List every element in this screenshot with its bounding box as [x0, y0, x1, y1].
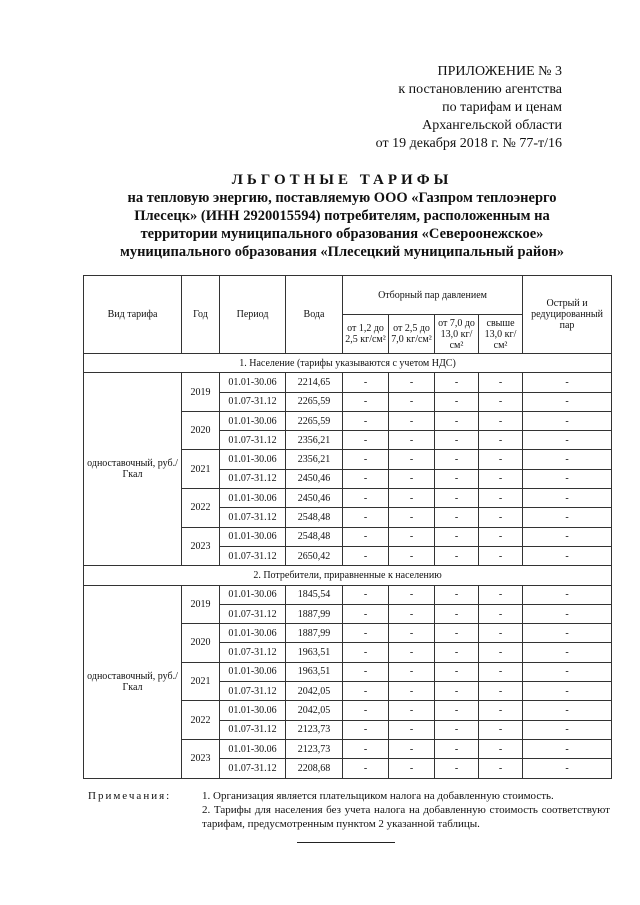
section-row — [84, 354, 612, 373]
empty-value-cell: - — [523, 662, 612, 681]
empty-value-cell: - — [435, 450, 479, 469]
empty-value-cell: - — [523, 450, 612, 469]
empty-value-cell: - — [479, 508, 523, 527]
notes-list — [202, 789, 610, 831]
empty-value-cell: - — [479, 527, 523, 546]
empty-value-cell: - — [479, 682, 523, 701]
note-item: 1. Организация является плательщиком налога на добавленную стоимость. — [202, 790, 554, 802]
empty-value-cell: - — [343, 373, 389, 392]
header-year: Год — [182, 276, 220, 354]
period-cell: 01.01-30.06 — [220, 411, 286, 430]
empty-value-cell: - — [389, 469, 435, 488]
water-value-cell: 2265,59 — [286, 392, 343, 411]
header-steam-1: от 1,2 до 2,5 кг/см² — [343, 315, 389, 354]
empty-value-cell: - — [435, 604, 479, 623]
empty-value-cell: - — [523, 508, 612, 527]
empty-value-cell: - — [343, 624, 389, 643]
water-value-cell: 2450,46 — [286, 469, 343, 488]
empty-value-cell: - — [523, 469, 612, 488]
empty-value-cell: - — [479, 411, 523, 430]
period-cell: 01.01-30.06 — [220, 489, 286, 508]
empty-value-cell: - — [343, 643, 389, 662]
empty-value-cell: - — [389, 392, 435, 411]
empty-value-cell: - — [435, 411, 479, 430]
empty-value-cell: - — [343, 682, 389, 701]
empty-value-cell: - — [523, 546, 612, 565]
header-tariff-type: Вид тарифа — [84, 276, 182, 354]
year-cell: 2023 — [182, 739, 220, 778]
empty-value-cell: - — [479, 546, 523, 565]
table-row — [84, 585, 612, 604]
empty-value-cell: - — [435, 739, 479, 758]
table-body — [84, 354, 612, 779]
header-steam-group: Отборный пар давлением — [343, 276, 523, 315]
empty-value-cell: - — [389, 759, 435, 778]
empty-value-cell: - — [479, 585, 523, 604]
empty-value-cell: - — [435, 373, 479, 392]
period-cell: 01.07-31.12 — [220, 643, 286, 662]
period-cell: 01.01-30.06 — [220, 624, 286, 643]
title-line: на тепловую энергию, поставляемую ООО «Газпром теплоэнерго — [127, 190, 557, 206]
period-cell: 01.07-31.12 — [220, 431, 286, 450]
water-value-cell: 2042,05 — [286, 701, 343, 720]
empty-value-cell: - — [435, 508, 479, 527]
water-value-cell: 2042,05 — [286, 682, 343, 701]
table-row — [84, 373, 612, 392]
empty-value-cell: - — [523, 431, 612, 450]
empty-value-cell: - — [435, 527, 479, 546]
section-row — [84, 566, 612, 585]
annex-line: ПРИЛОЖЕНИЕ № 3 — [437, 64, 562, 79]
period-cell: 01.01-30.06 — [220, 701, 286, 720]
empty-value-cell: - — [343, 720, 389, 739]
year-cell: 2019 — [182, 585, 220, 624]
section-title: 1. Население (тарифы указываются с учетом НДС) — [84, 354, 612, 373]
empty-value-cell: - — [479, 701, 523, 720]
empty-value-cell: - — [343, 508, 389, 527]
document-title — [82, 171, 602, 261]
water-value-cell: 2650,42 — [286, 546, 343, 565]
empty-value-cell: - — [435, 624, 479, 643]
year-cell: 2019 — [182, 373, 220, 412]
empty-value-cell: - — [389, 739, 435, 758]
empty-value-cell: - — [523, 411, 612, 430]
annex-line: по тарифам и ценам — [442, 100, 562, 115]
empty-value-cell: - — [389, 662, 435, 681]
empty-value-cell: - — [523, 682, 612, 701]
title-line: территории муниципального образования «Североонежское» — [140, 226, 544, 242]
empty-value-cell: - — [435, 701, 479, 720]
water-value-cell: 2356,21 — [286, 450, 343, 469]
period-cell: 01.01-30.06 — [220, 450, 286, 469]
empty-value-cell: - — [479, 431, 523, 450]
notes-label: Примечания: — [88, 790, 172, 802]
empty-value-cell: - — [389, 431, 435, 450]
empty-value-cell: - — [523, 373, 612, 392]
empty-value-cell: - — [343, 527, 389, 546]
water-value-cell: 2450,46 — [286, 489, 343, 508]
empty-value-cell: - — [389, 373, 435, 392]
title-line: муниципального образования «Плесецкий муниципальный район» — [119, 244, 565, 260]
empty-value-cell: - — [435, 392, 479, 411]
year-cell: 2020 — [182, 624, 220, 663]
empty-value-cell: - — [523, 701, 612, 720]
period-cell: 01.01-30.06 — [220, 739, 286, 758]
empty-value-cell: - — [479, 604, 523, 623]
header-water: Вода — [286, 276, 343, 354]
section-title: 2. Потребители, приравненные к населению — [84, 566, 612, 585]
empty-value-cell: - — [435, 662, 479, 681]
empty-value-cell: - — [435, 546, 479, 565]
tariff-type-cell: одноставочный, руб./Гкал — [84, 585, 182, 778]
empty-value-cell: - — [523, 759, 612, 778]
note-item: 2. Тарифы для населения без учета налога на добавленную стоимость соответствуют тарифам, предусмотренным пунктом 2 указанной таблицы. — [202, 804, 610, 830]
water-value-cell: 1845,54 — [286, 585, 343, 604]
header-steam-2: от 2,5 до 7,0 кг/см² — [389, 315, 435, 354]
period-cell: 01.01-30.06 — [220, 373, 286, 392]
empty-value-cell: - — [389, 701, 435, 720]
empty-value-cell: - — [343, 604, 389, 623]
period-cell: 01.01-30.06 — [220, 585, 286, 604]
empty-value-cell: - — [479, 392, 523, 411]
period-cell: 01.07-31.12 — [220, 682, 286, 701]
empty-value-cell: - — [343, 585, 389, 604]
empty-value-cell: - — [435, 431, 479, 450]
water-value-cell: 2548,48 — [286, 527, 343, 546]
empty-value-cell: - — [435, 585, 479, 604]
empty-value-cell: - — [343, 701, 389, 720]
empty-value-cell: - — [523, 392, 612, 411]
table-header — [84, 276, 612, 354]
empty-value-cell: - — [435, 489, 479, 508]
empty-value-cell: - — [479, 643, 523, 662]
empty-value-cell: - — [479, 739, 523, 758]
empty-value-cell: - — [389, 489, 435, 508]
header-steam-4: свыше 13,0 кг/см² — [479, 315, 523, 354]
period-cell: 01.07-31.12 — [220, 508, 286, 527]
empty-value-cell: - — [389, 411, 435, 430]
period-cell: 01.07-31.12 — [220, 604, 286, 623]
period-cell: 01.07-31.12 — [220, 392, 286, 411]
header-steam-3: от 7,0 до 13,0 кг/см² — [435, 315, 479, 354]
year-cell: 2020 — [182, 411, 220, 450]
empty-value-cell: - — [435, 469, 479, 488]
empty-value-cell: - — [343, 489, 389, 508]
water-value-cell: 2123,73 — [286, 739, 343, 758]
empty-value-cell: - — [343, 392, 389, 411]
empty-value-cell: - — [523, 739, 612, 758]
empty-value-cell: - — [389, 604, 435, 623]
empty-value-cell: - — [523, 585, 612, 604]
water-value-cell: 2265,59 — [286, 411, 343, 430]
empty-value-cell: - — [343, 469, 389, 488]
empty-value-cell: - — [523, 527, 612, 546]
empty-value-cell: - — [343, 450, 389, 469]
water-value-cell: 1887,99 — [286, 624, 343, 643]
empty-value-cell: - — [479, 720, 523, 739]
empty-value-cell: - — [435, 682, 479, 701]
empty-value-cell: - — [389, 508, 435, 527]
annex-line: от 19 декабря 2018 г. № 77-т/16 — [375, 136, 562, 151]
empty-value-cell: - — [479, 489, 523, 508]
annex-line: к постановлению агентства — [398, 82, 562, 97]
period-cell: 01.07-31.12 — [220, 469, 286, 488]
empty-value-cell: - — [435, 643, 479, 662]
period-cell: 01.07-31.12 — [220, 759, 286, 778]
empty-value-cell: - — [523, 720, 612, 739]
empty-value-cell: - — [343, 546, 389, 565]
empty-value-cell: - — [343, 411, 389, 430]
title-main: ЛЬГОТНЫЕ ТАРИФЫ — [231, 172, 453, 188]
closing-rule — [297, 842, 395, 843]
period-cell: 01.07-31.12 — [220, 546, 286, 565]
tariff-type-cell: одноставочный, руб./Гкал — [84, 373, 182, 566]
year-cell: 2023 — [182, 527, 220, 566]
water-value-cell: 2356,21 — [286, 431, 343, 450]
empty-value-cell: - — [343, 739, 389, 758]
title-line: Плесецк» (ИНН 2920015594) потребителям, расположенным на — [134, 208, 550, 224]
period-cell: 01.01-30.06 — [220, 527, 286, 546]
period-cell: 01.01-30.06 — [220, 662, 286, 681]
year-cell: 2021 — [182, 450, 220, 489]
empty-value-cell: - — [523, 489, 612, 508]
empty-value-cell: - — [343, 759, 389, 778]
tariff-table — [83, 275, 612, 779]
water-value-cell: 2208,68 — [286, 759, 343, 778]
period-cell: 01.07-31.12 — [220, 720, 286, 739]
water-value-cell: 1963,51 — [286, 662, 343, 681]
empty-value-cell: - — [523, 624, 612, 643]
empty-value-cell: - — [389, 527, 435, 546]
empty-value-cell: - — [389, 450, 435, 469]
water-value-cell: 2214,65 — [286, 373, 343, 392]
empty-value-cell: - — [389, 682, 435, 701]
header-period: Период — [220, 276, 286, 354]
empty-value-cell: - — [479, 450, 523, 469]
year-cell: 2022 — [182, 701, 220, 740]
annex-header — [376, 63, 562, 153]
empty-value-cell: - — [389, 585, 435, 604]
year-cell: 2021 — [182, 662, 220, 701]
empty-value-cell: - — [479, 624, 523, 643]
empty-value-cell: - — [479, 469, 523, 488]
empty-value-cell: - — [435, 759, 479, 778]
annex-line: Архангельской области — [422, 118, 562, 133]
empty-value-cell: - — [389, 720, 435, 739]
empty-value-cell: - — [343, 431, 389, 450]
empty-value-cell: - — [479, 662, 523, 681]
empty-value-cell: - — [523, 604, 612, 623]
water-value-cell: 2123,73 — [286, 720, 343, 739]
header-sharp-steam: Острый и редуцированный пар — [523, 276, 612, 354]
water-value-cell: 2548,48 — [286, 508, 343, 527]
empty-value-cell: - — [389, 643, 435, 662]
water-value-cell: 1963,51 — [286, 643, 343, 662]
year-cell: 2022 — [182, 489, 220, 528]
empty-value-cell: - — [343, 662, 389, 681]
empty-value-cell: - — [523, 643, 612, 662]
empty-value-cell: - — [479, 373, 523, 392]
empty-value-cell: - — [435, 720, 479, 739]
empty-value-cell: - — [389, 546, 435, 565]
water-value-cell: 1887,99 — [286, 604, 343, 623]
empty-value-cell: - — [479, 759, 523, 778]
empty-value-cell: - — [389, 624, 435, 643]
